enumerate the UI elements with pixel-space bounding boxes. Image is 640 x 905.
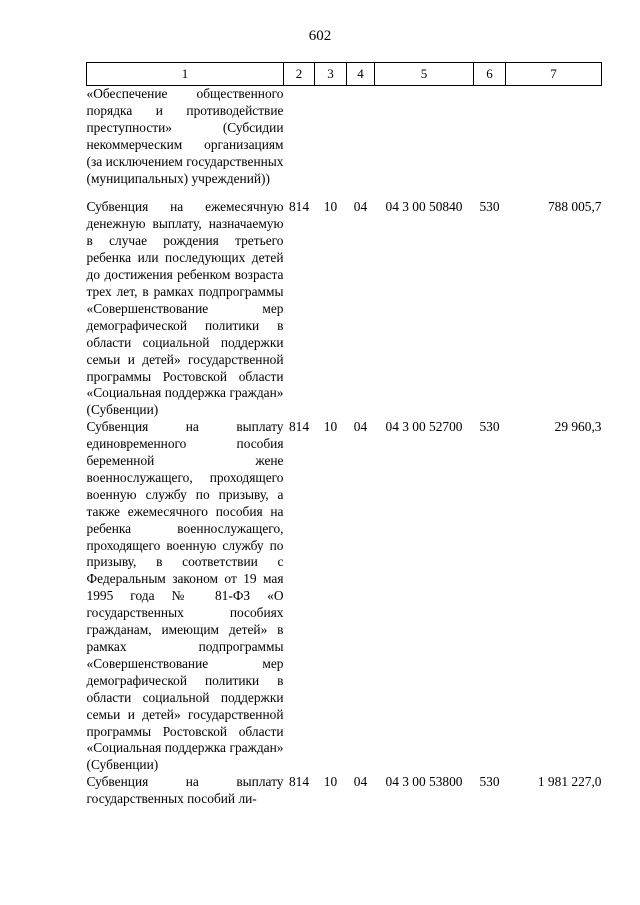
row-col-2: 814 xyxy=(288,199,310,215)
row-col-3: 10 xyxy=(323,774,338,790)
row-col-7: 29 960,3 xyxy=(554,419,602,435)
row-col-2: 814 xyxy=(288,419,310,435)
header-col-7: 7 xyxy=(506,63,602,86)
row-col-2: 814 xyxy=(288,774,310,790)
header-col-4: 4 xyxy=(347,63,375,86)
row-col-6 xyxy=(474,86,506,200)
row-col-6: 530 xyxy=(479,419,500,435)
header-col-3: 3 xyxy=(315,63,347,86)
row-name: Субвенция на выплату государственных пособий ли- xyxy=(86,774,284,807)
row-col-5: 04 3 00 52700 xyxy=(385,419,463,435)
table-row xyxy=(87,419,602,774)
header-col-1: 1 xyxy=(87,63,284,86)
row-col-7 xyxy=(506,86,602,200)
row-col-2 xyxy=(284,86,315,200)
row-col-3 xyxy=(315,86,347,200)
table-row xyxy=(87,86,602,200)
row-col-4 xyxy=(347,86,375,200)
table-row xyxy=(87,199,602,419)
row-col-4: 04 xyxy=(353,419,368,435)
header-col-5: 5 xyxy=(375,63,474,86)
row-col-3: 10 xyxy=(323,199,338,215)
row-col-3: 10 xyxy=(323,419,338,435)
row-col-4: 04 xyxy=(353,774,368,790)
budget-table xyxy=(86,62,602,808)
row-col-4: 04 xyxy=(353,199,368,215)
row-col-5 xyxy=(375,86,474,200)
header-col-6: 6 xyxy=(474,63,506,86)
page-number: 602 xyxy=(308,28,332,44)
table-header-row xyxy=(87,63,602,86)
row-name: Субвенция на выплату единовременного пособия беременной жене военнослужащего, проходящего военную службу по призыву, а также ежемесячного пособия на ребенка военнослужащего, проходящего военную службу по призыву, в соответствии с Федеральным законом от 19 мая 1995 года № 81-ФЗ «О государственных пособиях гражданам, имеющим детей» в рамках подпрограммы «Совершенствование мер демографической политики в области социальной поддержки семьи и детей» государственной программы Ростовской области «Социальная поддержка граждан» (Субвенции) xyxy=(86,419,284,773)
row-name: Субвенция на ежемесячную денежную выплату, назначаемую в случае рождения третьего ребенка или последующих детей до достижения ребенком возраста трех лет, в рамках подпрограммы «Совершенствование мер демографической политики в области социальной поддержки семьи и детей» государственной программы Ростовской области «Социальная поддержка граждан» (Субвенции) xyxy=(86,199,284,418)
row-col-6: 530 xyxy=(479,774,500,790)
row-name: «Обеспечение общественного порядка и противодействие преступности» (Субсидии некоммерческим организациям (за исключением государственных (муниципальных) учреждений)) xyxy=(86,86,284,186)
row-col-7: 788 005,7 xyxy=(547,199,602,215)
row-col-6: 530 xyxy=(479,199,500,215)
table-row xyxy=(87,774,602,808)
row-col-5: 04 3 00 53800 xyxy=(385,774,463,790)
row-col-5: 04 3 00 50840 xyxy=(385,199,463,215)
row-col-7: 1 981 227,0 xyxy=(537,774,602,790)
header-col-2: 2 xyxy=(284,63,315,86)
